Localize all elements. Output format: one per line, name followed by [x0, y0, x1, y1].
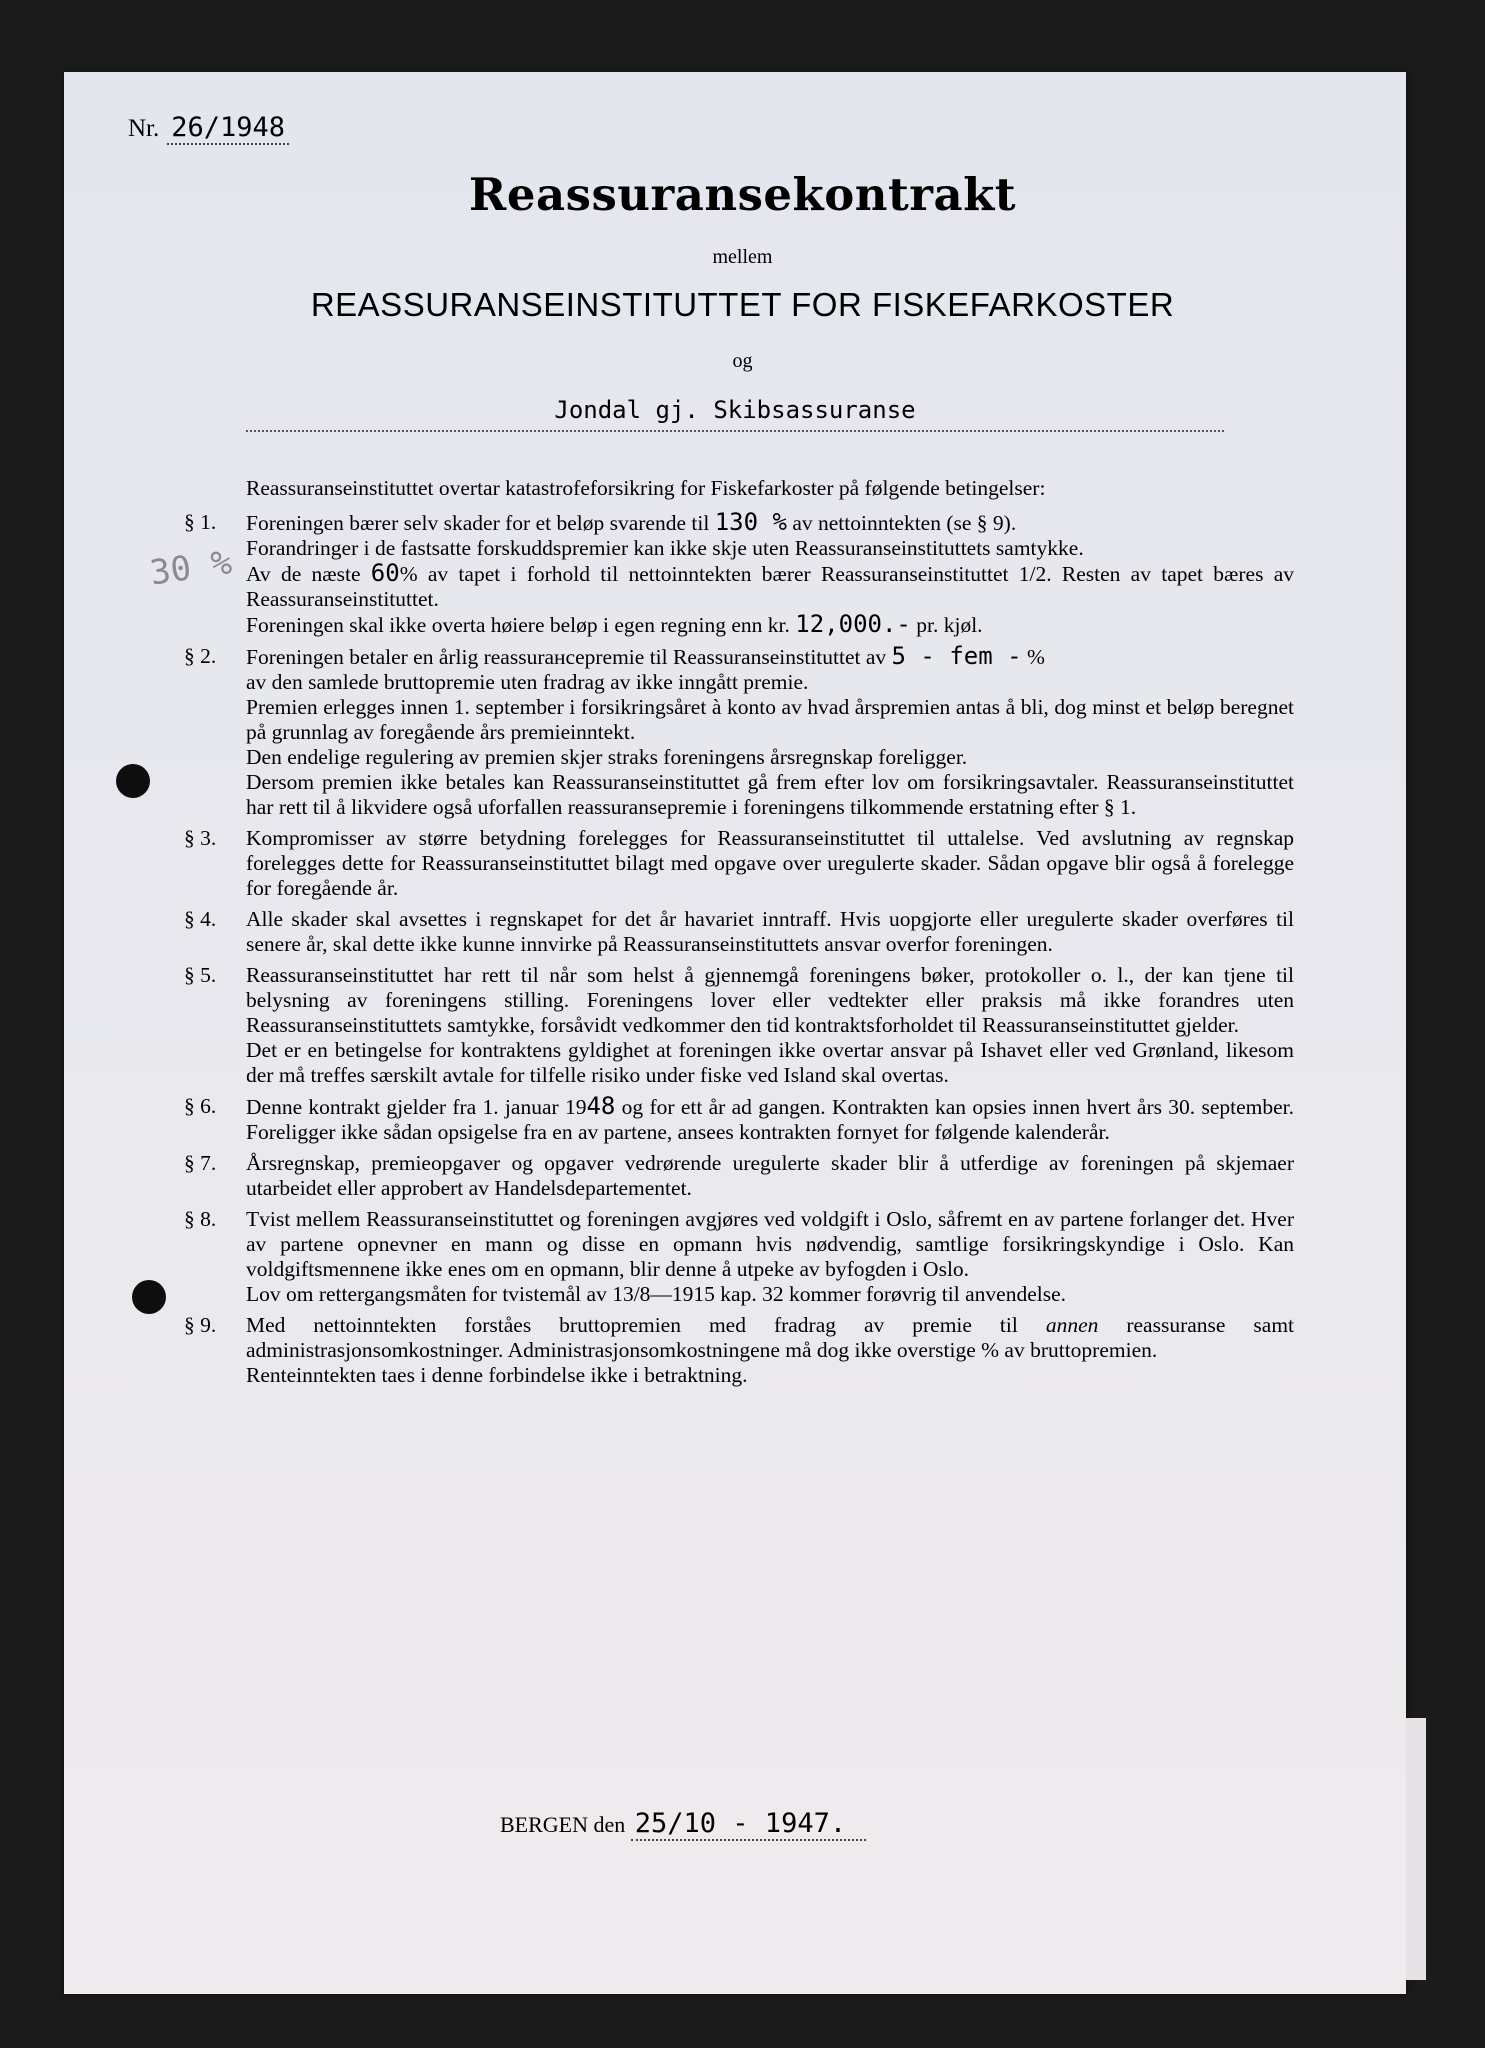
between-word: mellem: [712, 246, 773, 268]
section-2-line-4: Den endelige regulering av premien skjer straks foreningens årsregnskap foreligger.: [246, 745, 968, 769]
institute-name: REASSURANSEINSTITUTTET FOR FISKEFARKOSTER: [310, 286, 1175, 323]
section-9: [184, 1313, 1294, 1388]
section-number: § 3.: [184, 826, 217, 850]
section-1-line-3b: % av tapet i forhold til nettoinntekten bærer Reassuranseinstituttet 1/2. Resten av tapet bæres av Reassuranseinstituttet.: [246, 562, 1295, 611]
section-number: § 1.: [184, 510, 217, 534]
section-4: [184, 907, 1294, 957]
next-loss-percent: 60: [370, 559, 400, 587]
partner-name: Jondal gj. Skibsassuranse: [246, 396, 1224, 432]
section-1-line-1a: Foreningen bærer selv skader for et beløp svarende til: [246, 511, 710, 535]
section-2: [184, 644, 1294, 820]
section-8-line-2: Lov om rettergangsmåten for tvistemål av 13/8—1915 kap. 32 kommer forøvrig til anvendelse.: [246, 1282, 1066, 1306]
section-number: § 4.: [184, 907, 217, 931]
section-6-line-1b: og for ett år ad gangen. Kontrakten kan opsies innen hvert års 30. september. Foreligger ikke sådan opsigelse fra en av partene, ansees kontrakten fornyet for følgende kalenderår.: [246, 1095, 1295, 1144]
contract-number-label: Nr.: [128, 115, 160, 142]
section-9-line-1b: reassuranse samt administrasjonsomkostninger. Administrasjonsomkostningene må dog ikke overstige % av bruttopremien.: [246, 1313, 1295, 1362]
punch-hole: [132, 1280, 166, 1314]
section-number: § 6.: [184, 1094, 217, 1118]
contract-number-value: 26/1948: [167, 112, 289, 145]
section-5-line-2: Det er en betingelse for kontraktens gyldighet at foreningen ikke overtar ansvar på Ishavet eller ved Grønland, likesom der må treffes særskilt avtale for tilfelle risiko under fiske ved Island skal overtas.: [246, 1038, 1294, 1087]
section-8: [184, 1207, 1294, 1307]
contract-number: [128, 112, 289, 143]
section-number: § 8.: [184, 1207, 217, 1231]
section-1-line-3a: Av de næste: [246, 562, 361, 586]
section-2-line-1a: Foreningen betaler en årlig reassurансepremie til Reassuranseinstituttet av: [246, 645, 887, 669]
place-date-line: [500, 1808, 866, 1839]
section-body: [246, 644, 1294, 820]
document-title: Reassuransekontrakt: [468, 168, 1017, 221]
section-9-line-1a: Med nettoinntekten forståes bruttopremien med fradrag av premie til: [246, 1313, 1018, 1337]
section-body: [246, 963, 1294, 1088]
section-2-line-1b: %: [1026, 645, 1045, 669]
section-1: [184, 510, 1294, 638]
section-9-emphasis: annen: [1045, 1313, 1099, 1337]
section-2-line-2: av den samlede bruttopremie uten fradrag av ikke inngått premie.: [246, 670, 809, 694]
premium-percent: 5 - fem -: [891, 642, 1022, 670]
section-7: [184, 1151, 1294, 1201]
section-number: § 2.: [184, 644, 217, 668]
paper-edge: [1406, 1718, 1426, 1980]
section-body: Alle skader skal avsettes i regnskapet for det år havariet inntraff. Hvis uopgjorte eller uregulerte skader overføres til senere år, skal dette ikke kunne innvirke på Reassuranseinstituttets ansvar overfor foreningen.: [246, 907, 1294, 956]
section-9-line-2: Renteinntekten taes i denne forbindelse ikke i betraktning.: [246, 1363, 748, 1387]
section-1-line-1b: av nettoinntekten (se § 9).: [792, 511, 1017, 535]
section-5-line-1: Reassuranseinstituttet har rett til når som helst å gjennemgå foreningens bøker, protokoller o. l., der kan tjene til belysning av foreningens stilling. Foreningens lover eller vedtekter eller praksis må ikke forandres uten Reassuranseinstituttets samtykke, forsåvidt vedkommer den tid kontraktsforholdet til Reassuranseinstituttet gjelder.: [246, 963, 1294, 1037]
intro-text: Reassuranseinstituttet overtar katastrofeforsikring for Fiskefarkoster på følgende betingelser:: [246, 476, 1046, 500]
section-number: § 9.: [184, 1313, 217, 1337]
section-8-line-1: Tvist mellem Reassuranseinstituttet og foreningen avgjøres ved voldgift i Oslo, såfremt en av partene forlanger det. Hver av partene opnevner en mann og disse en opmann hvis nødvendig, samtlige forsikringskyndige i Oslo. Kan voldgiftsmennene ikke enes om en opmann, blir denne å utpeke av byfogden i Oslo.: [246, 1207, 1294, 1281]
max-amount: 12,000.-: [795, 610, 911, 638]
retention-percent: 130 %: [714, 508, 787, 536]
section-1-line-2: Forandringer i de fastsatte forskuddspremier kan ikke skje uten Reassuranseinstituttets samtykke.: [246, 536, 1084, 560]
section-number: § 5.: [184, 963, 217, 987]
signing-date: 25/10 - 1947.: [631, 1808, 866, 1841]
start-year: 48: [586, 1092, 616, 1120]
section-number: § 7.: [184, 1151, 217, 1175]
section-body: [246, 1207, 1294, 1307]
section-1-line-4b: pr. kjøl.: [916, 613, 983, 637]
section-6-line-1a: Denne kontrakt gjelder fra 1. januar 19: [246, 1095, 587, 1119]
section-body: Årsregnskap, premieopgaver og opgaver vedrørende uregulerte skader blir å utferdige av foreningen på skjemaer utarbeidet eller approbert av Handelsdepartementet.: [246, 1151, 1294, 1200]
section-body: [246, 1094, 1294, 1145]
section-2-line-3: Premien erlegges innen 1. september i forsikringsåret à konto av hvad årspremien antas å bli, dog minst et beløp beregnet på grunnlag av foregående års premieinntekt.: [246, 695, 1294, 744]
section-2-line-5: Dersom premien ikke betales kan Reassuranseinstituttet gå frem efter lov om forsikringsavtaler. Reassuranseinstituttet har rett til å likvidere også uforfallen reassuransepremie i foreningens tilkommende erstatning efter § 1.: [246, 770, 1294, 819]
section-6: [184, 1094, 1294, 1145]
sections-list: [184, 510, 1294, 1394]
punch-hole: [116, 764, 150, 798]
section-5: [184, 963, 1294, 1088]
section-1-line-4a: Foreningen skal ikke overta høiere beløp i egen regning enn kr.: [246, 613, 790, 637]
margin-handwritten-note: 30 %: [147, 542, 235, 594]
and-word: og: [732, 350, 753, 372]
section-body: [246, 510, 1294, 638]
section-3: [184, 826, 1294, 901]
section-body: [246, 1313, 1294, 1388]
place-label: BERGEN den: [500, 1812, 626, 1837]
section-body: Kompromisser av større betydning forelegges for Reassuranseinstituttet til uttalelse. Ved avslutning av regnskap forelegges dette for Reassuranseinstituttet bilagt med opgave over uregulerte skader. Sådan opgave blir også å forelegge for foregående år.: [246, 826, 1294, 900]
